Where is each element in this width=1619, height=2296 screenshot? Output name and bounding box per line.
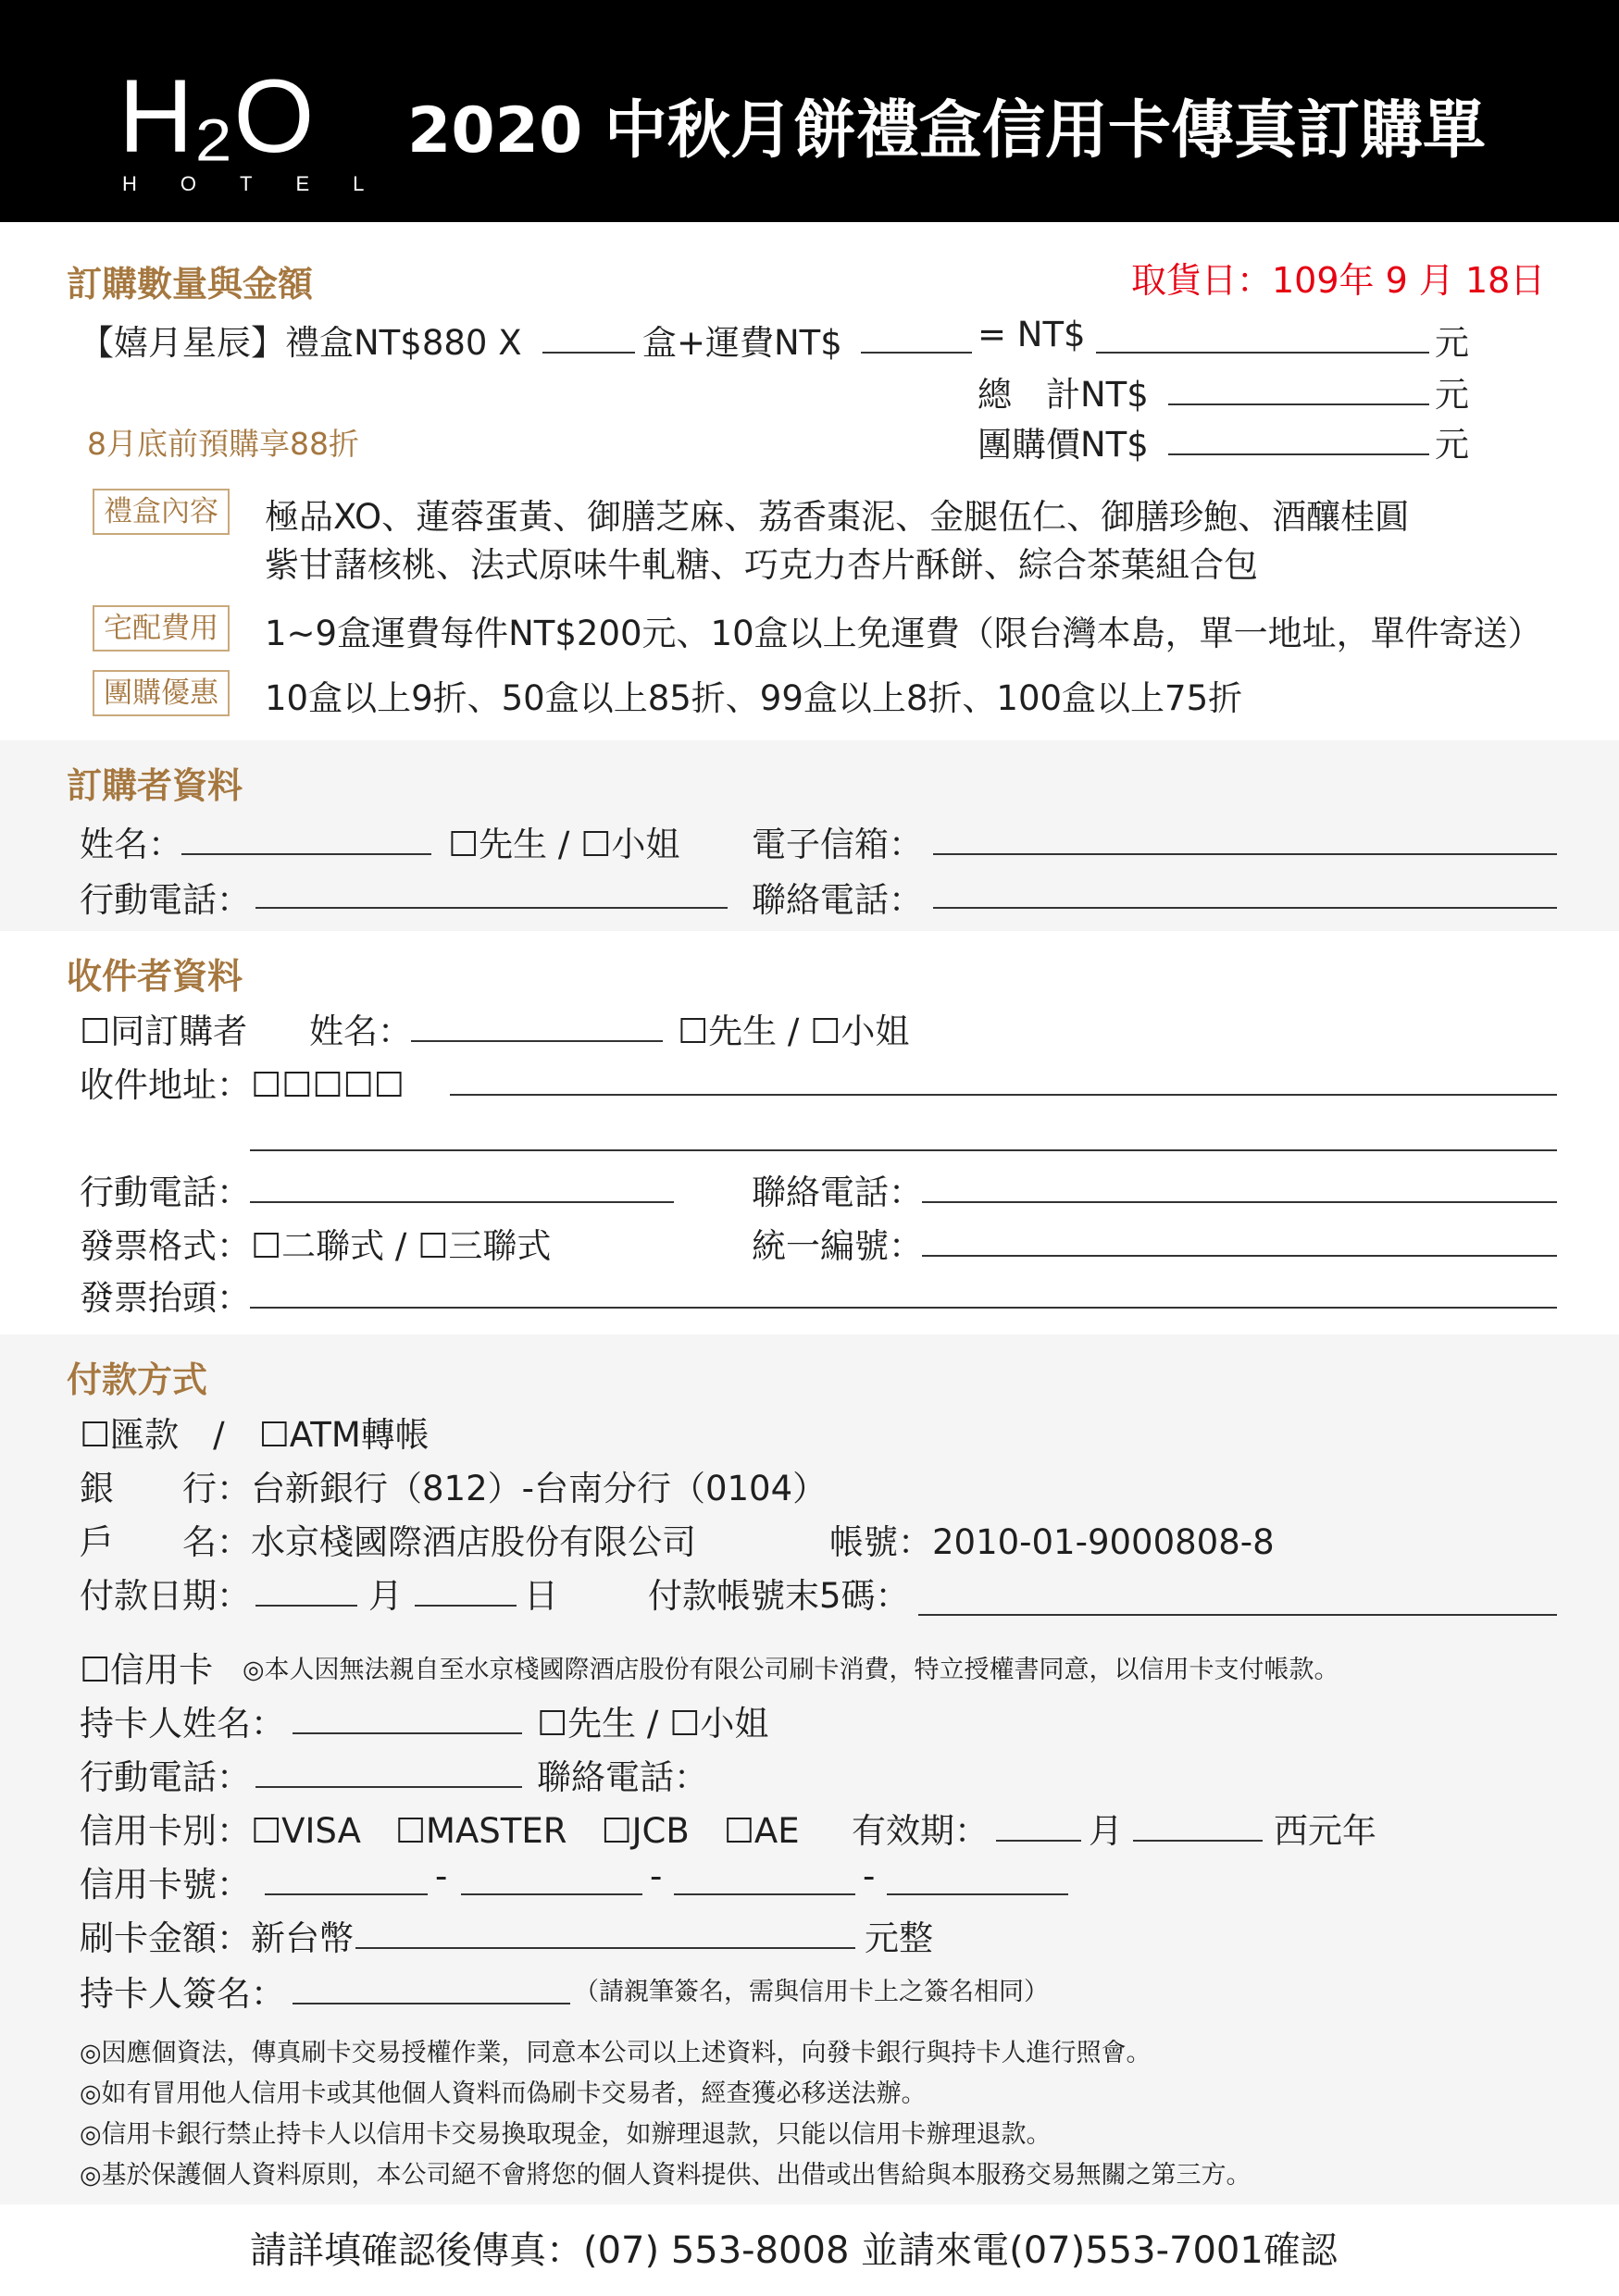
- recipient-name-label: 姓名：: [309, 1011, 412, 1051]
- total-field[interactable]: [1168, 403, 1429, 405]
- buyer-mobile-label: 行動電話：: [80, 880, 251, 920]
- card-number-field-3[interactable]: [674, 1893, 855, 1895]
- card-number-field-2[interactable]: [461, 1893, 642, 1895]
- charge-amount-label: 刷卡金額：新台幣: [80, 1918, 354, 1958]
- group-discount-tag: 團購優惠: [93, 670, 230, 716]
- expiry-month-field[interactable]: [996, 1840, 1081, 1842]
- box-contents-tag: 禮盒內容: [93, 489, 230, 535]
- account-last5-label: 付款帳號末5碼：: [648, 1576, 910, 1616]
- page-title: 2020 中秋月餅禮盒信用卡傳真訂購單: [407, 94, 1486, 168]
- cardholder-name-label: 持卡人姓名：: [80, 1704, 285, 1744]
- invoice-format-choice[interactable]: 發票格式：☐二聯式 / ☐三聯式: [80, 1226, 552, 1266]
- expiry-year-field[interactable]: [1133, 1840, 1263, 1842]
- yuan-label: 元: [1435, 323, 1469, 363]
- pay-date-label: 付款日期：: [80, 1576, 251, 1616]
- delivery-text: 1~9盒運費每件NT$200元、10盒以上免運費（限台灣本島，單一地址，單件寄送）: [265, 614, 1542, 653]
- box-contents-line1: 極品XO、蓮蓉蛋黃、御膳芝麻、荔香棗泥、金腿伍仁、御膳珍鮑、酒釀桂圓: [265, 497, 1410, 537]
- notice-item: ◎信用卡銀行禁止持卡人以信用卡交易換取現金，如辦理退款，只能以信用卡辦理退款。: [80, 2120, 1052, 2149]
- recipient-address-field[interactable]: [450, 1094, 1557, 1096]
- tax-id-label: 統一編號：: [752, 1226, 923, 1266]
- recipient-mobile-label: 行動電話：: [80, 1173, 251, 1212]
- buyer-email-label: 電子信箱：: [752, 825, 923, 864]
- group-price-field[interactable]: [1168, 453, 1429, 455]
- card-number-label: 信用卡號：: [80, 1865, 251, 1905]
- signature-note: （請親筆簽名，需與信用卡上之簽名相同）: [574, 1978, 1049, 2006]
- logo-subtitle: HOTEL: [122, 172, 408, 195]
- buyer-mobile-field[interactable]: [255, 907, 728, 909]
- expiry-year-label: 西元年: [1274, 1811, 1376, 1851]
- buyer-title-choice[interactable]: ☐先生 / ☐小姐: [448, 825, 680, 864]
- tax-id-field[interactable]: [922, 1255, 1557, 1257]
- cardholder-phone-label: 聯絡電話：: [537, 1757, 708, 1797]
- logo-mark: H₂O: [118, 58, 315, 174]
- cardholder-title-choice[interactable]: ☐先生 / ☐小姐: [537, 1704, 769, 1744]
- yuan-label: 元: [1435, 375, 1469, 415]
- card-number-dash: -: [435, 1856, 448, 1896]
- card-type-choice[interactable]: 信用卡別：☐VISA ☐MASTER ☐JCB ☐AE: [80, 1811, 800, 1851]
- product-line-total: = NT$: [978, 315, 1086, 354]
- recipient-name-field[interactable]: [411, 1040, 663, 1042]
- delivery-tag: 宅配費用: [93, 605, 230, 652]
- account-number: 帳號：2010-01-9000808-8: [829, 1522, 1275, 1562]
- transfer-choice[interactable]: ☐匯款 / ☐ATM轉帳: [80, 1415, 430, 1455]
- buyer-email-field[interactable]: [933, 853, 1557, 855]
- buyer-phone-label: 聯絡電話：: [752, 880, 923, 920]
- bank-info: 銀 行：台新銀行（812）-台南分行（0104）: [80, 1469, 828, 1508]
- expiry-month-label: 月: [1089, 1811, 1123, 1851]
- product-line-shipping: 盒+運費NT$: [642, 323, 842, 363]
- total-label: 總 計NT$: [978, 375, 1149, 415]
- credit-card-authorization-note: ◎本人因無法親自至水京棧國際酒店股份有限公司刷卡消費，特立授權書同意，以信用卡支付帳款。: [243, 1656, 1339, 1684]
- recipient-address-field-2[interactable]: [250, 1149, 1557, 1151]
- recipient-mobile-field[interactable]: [250, 1201, 674, 1203]
- product-line-price: 【嬉月星辰】禮盒NT$880 X: [80, 323, 522, 363]
- notice-item: ◎因應個資法，傳真刷卡交易授權作業，同意本公司以上述資料，向發卡銀行與持卡人進行照會。: [80, 2039, 1152, 2067]
- pay-day-field[interactable]: [415, 1605, 517, 1607]
- invoice-title-field[interactable]: [250, 1307, 1557, 1309]
- fax-instructions: 請詳填確認後傳真：(07) 553-8008 並請來電(07)553-7001確認: [250, 2229, 1338, 2272]
- credit-card-checkbox[interactable]: ☐信用卡: [80, 1650, 214, 1690]
- subtotal-field[interactable]: [1096, 352, 1429, 354]
- buyer-phone-field[interactable]: [933, 907, 1557, 909]
- cardholder-mobile-field[interactable]: [255, 1786, 522, 1788]
- expiry-label: 有效期：: [852, 1811, 989, 1851]
- shipping-field[interactable]: [861, 352, 972, 354]
- card-number-dash: -: [650, 1856, 663, 1896]
- buyer-section-title: 訂購者資料: [67, 764, 243, 806]
- payment-section-title: 付款方式: [67, 1359, 208, 1400]
- account-name: 戶 名：水京棧國際酒店股份有限公司: [80, 1522, 696, 1562]
- charge-amount-suffix: 元整: [865, 1918, 933, 1958]
- buyer-name-field[interactable]: [181, 853, 431, 855]
- signature-label: 持卡人簽名：: [80, 1974, 285, 2014]
- card-number-field-4[interactable]: [887, 1893, 1068, 1895]
- recipient-phone-label: 聯絡電話：: [752, 1173, 923, 1212]
- box-contents-line2: 紫甘藷核桃、法式原味牛軋糖、巧克力杏片酥餅、綜合茶葉組合包: [265, 545, 1258, 585]
- recipient-title-choice[interactable]: ☐先生 / ☐小姐: [678, 1011, 910, 1051]
- pay-month-label: 月: [368, 1576, 403, 1616]
- notice-item: ◎基於保護個人資料原則，本公司絕不會將您的個人資料提供、出借或出售給與本服務交易無關之第三方。: [80, 2161, 1252, 2190]
- recipient-address-label: 收件地址：☐☐☐☐☐: [80, 1065, 405, 1105]
- account-last5-field[interactable]: [918, 1614, 1557, 1616]
- yuan-label: 元: [1435, 425, 1469, 465]
- pay-month-field[interactable]: [255, 1605, 357, 1607]
- early-bird-note: 8月底前預購享88折: [87, 426, 359, 462]
- invoice-title-label: 發票抬頭：: [80, 1278, 251, 1318]
- quantity-field[interactable]: [542, 352, 635, 354]
- card-number-field-1[interactable]: [265, 1893, 428, 1895]
- cardholder-mobile-label: 行動電話：: [80, 1757, 251, 1797]
- recipient-phone-field[interactable]: [922, 1201, 1557, 1203]
- group-price-label: 團購價NT$: [978, 425, 1149, 465]
- pay-day-label: 日: [524, 1576, 558, 1616]
- buyer-name-label: 姓名：: [80, 825, 182, 864]
- group-discount-text: 10盒以上9折、50盒以上85折、99盒以上8折、100盒以上75折: [265, 678, 1243, 718]
- header-bar: [0, 0, 1619, 222]
- recipient-section-title: 收件者資料: [67, 955, 243, 997]
- same-as-buyer-checkbox[interactable]: ☐同訂購者: [80, 1011, 248, 1051]
- charge-amount-field[interactable]: [355, 1947, 855, 1949]
- notice-item: ◎如有冒用他人信用卡或其他個人資料而偽刷卡交易者，經查獲必移送法辦。: [80, 2079, 927, 2108]
- signature-field[interactable]: [293, 2003, 570, 2004]
- pickup-date: 取貨日：109年 9 月 18日: [1131, 260, 1546, 301]
- order-section-title: 訂購數量與金額: [67, 263, 314, 304]
- card-number-dash: -: [863, 1856, 876, 1896]
- cardholder-name-field[interactable]: [293, 1732, 522, 1734]
